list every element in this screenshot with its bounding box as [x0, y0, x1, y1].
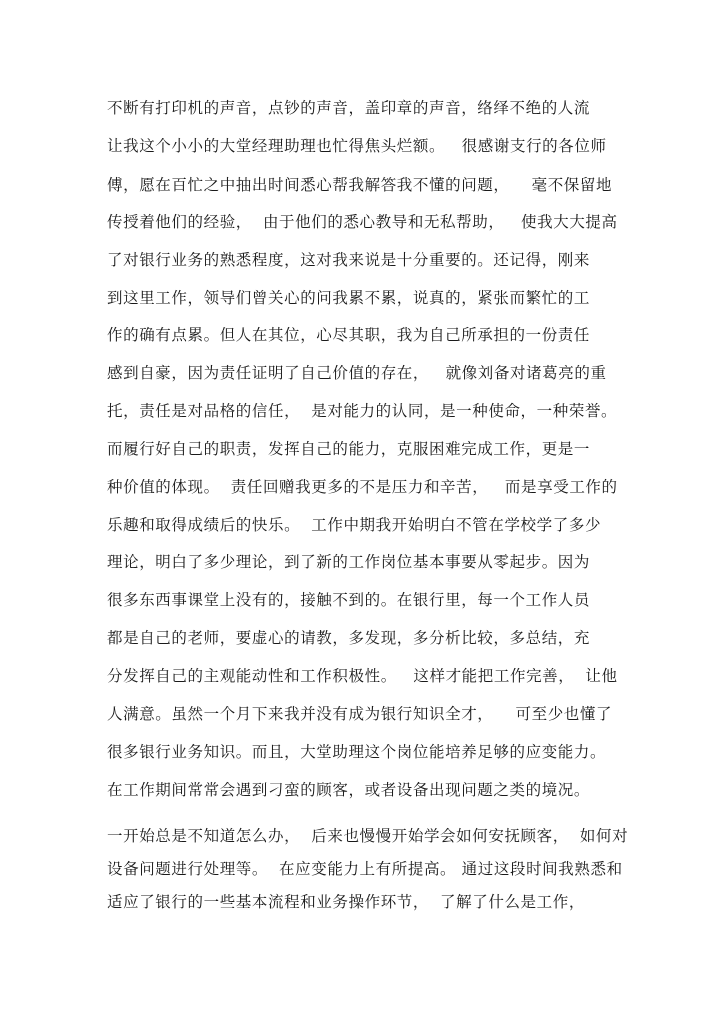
text-line: 而履行好自己的职责，发挥自己的能力，克服困难完成工作，更是一: [107, 440, 591, 458]
text-line: 很多东西事课堂上没有的，接触不到的。在银行里，每一个工作人员: [107, 591, 591, 609]
text-line: 托，责任是对品格的信任， 是对能力的认同，是一种使命，一种荣誉。: [107, 402, 618, 420]
text-line: 人满意。虽然一个月下来我并没有成为银行知识全才， 可至少也懂了: [107, 705, 613, 723]
text-line: 分发挥自己的主观能动性和工作积极性。 这样才能把工作完善， 让他: [107, 667, 618, 685]
text-line: 在工作期间常常会遇到刁蛮的顾客，或者设备出现问题之类的境况。: [107, 781, 591, 799]
text-line: 到这里工作，领导们曾关心的问我累不累，说真的，紧张而繁忙的工: [107, 289, 591, 307]
text-line: 很多银行业务知识。而且，大堂助理这个岗位能培养足够的应变能力。: [107, 743, 607, 761]
text-line: 作的确有点累。但人在其位，心尽其职，我为自己所承担的一份责任: [107, 326, 591, 344]
text-line: 傅，愿在百忙之中抽出时间悉心帮我解答我不懂的问题， 毫不保留地: [107, 176, 613, 194]
text-line: 不断有打印机的声音，点钞的声音，盖印章的声音，络绎不绝的人流: [107, 99, 591, 117]
text-line: 设备问题进行处理等。 在应变能力上有所提高。 通过这段时间我熟悉和: [107, 860, 623, 878]
text-line: 适应了银行的一些基本流程和业务操作环节， 了解了什么是工作，: [107, 893, 585, 911]
text-line: 乐趣和取得成绩后的快乐。 工作中期我开始明白不管在学校学了多少: [107, 516, 602, 534]
text-line: 都是自己的老师，要虚心的请教，多发现，多分析比较，多总结，充: [107, 629, 591, 647]
text-line: 让我这个小小的大堂经理助理也忙得焦头烂额。 很感谢支行的各位师: [107, 137, 607, 155]
text-line: 传授着他们的经验， 由于他们的悉心教导和无私帮助， 使我大大提高: [107, 213, 618, 231]
text-line: 感到自豪，因为责任证明了自己价值的存在， 就像刘备对诸葛亮的重: [107, 364, 607, 382]
text-line: 一开始总是不知道怎么办， 后来也慢慢开始学会如何安抚顾客， 如何对: [107, 827, 629, 845]
text-line: 理论，明白了多少理论，到了新的工作岗位基本事要从零起步。因为: [107, 553, 591, 571]
text-line: 种价值的体现。 责任回赠我更多的不是压力和辛苦， 而是享受工作的: [107, 478, 618, 496]
text-line: 了对银行业务的熟悉程度，这对我来说是十分重要的。还记得，刚来: [107, 251, 591, 269]
